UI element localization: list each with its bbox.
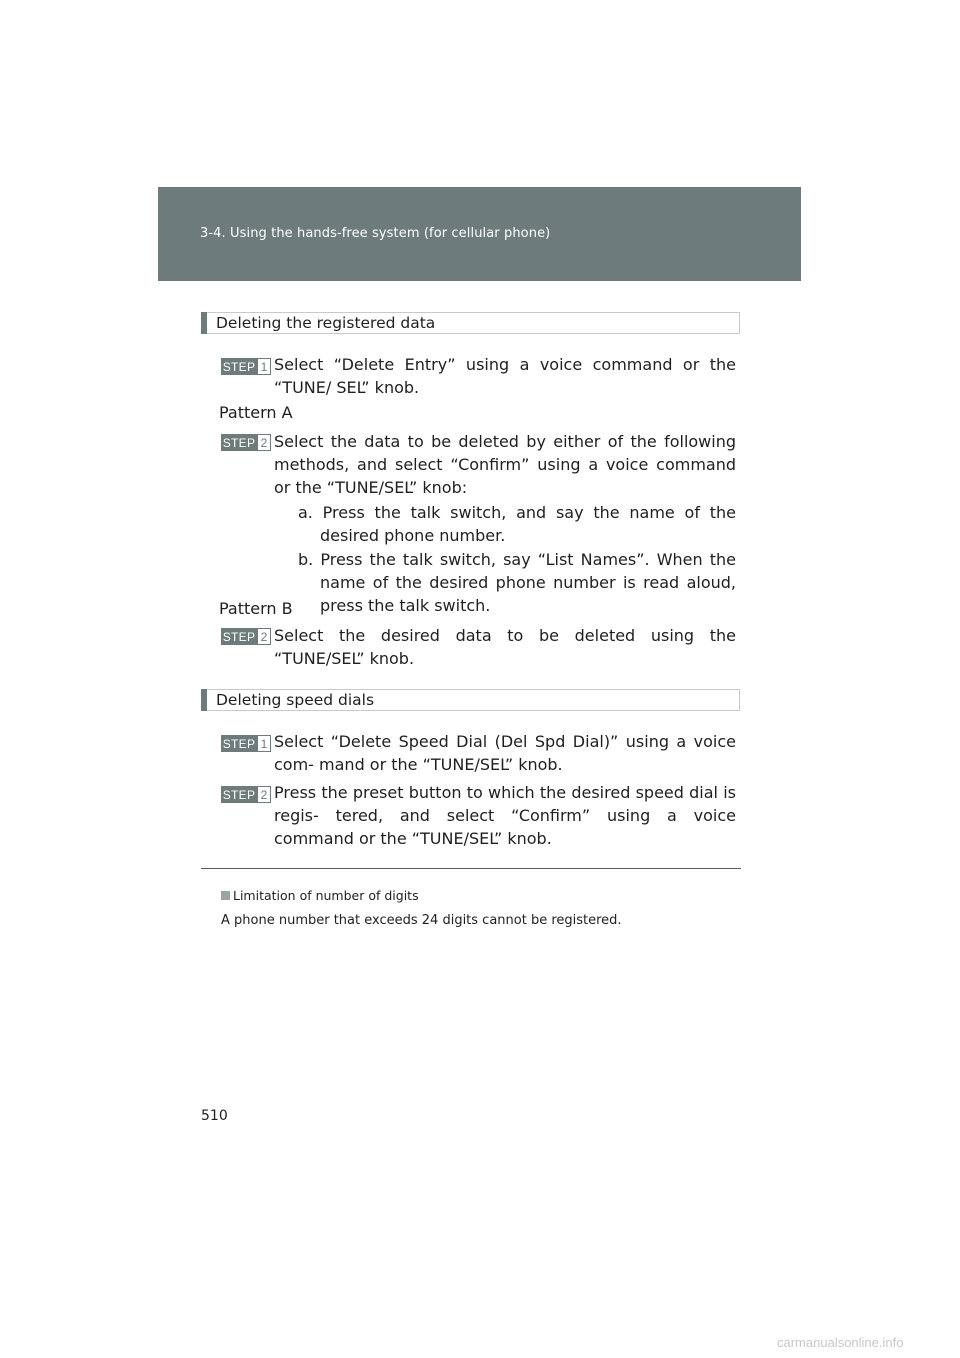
step-text: Select “Delete Entry” using a voice command or the “TUNE/ SEL” knob.	[274, 355, 736, 397]
divider	[201, 868, 741, 869]
chapter-title: 3-4. Using the hands-free system (for cellular phone)	[200, 226, 551, 241]
step-badge	[221, 735, 273, 752]
step-text: Press the preset button to which the desired speed dial is regis- tered, and select “Confirm” using a voice command or the “TUNE/SEL” knob.	[274, 783, 736, 848]
step-label: STEP	[222, 736, 256, 751]
step-label: STEP	[222, 435, 256, 450]
step-text: Select the desired data to be deleted using the “TUNE/SEL” knob.	[274, 626, 736, 668]
section-heading-deleting-speed-dials	[201, 689, 740, 711]
note-body: A phone number that exceeds 24 digits cannot be registered.	[221, 913, 622, 928]
section-title: Deleting speed dials	[216, 691, 375, 709]
watermark: carmanualsonline.info	[777, 1335, 904, 1350]
option-item: a. Press the talk switch, and say the name of the desired phone number.	[298, 503, 736, 545]
step-label: STEP	[222, 629, 256, 644]
step-number: 1	[257, 358, 271, 375]
step-badge	[221, 786, 273, 803]
pattern-label-b: Pattern B	[219, 599, 293, 618]
step-text: Select “Delete Speed Dial (Del Spd Dial)” using a voice com- mand or the “TUNE/SEL” knob.	[274, 732, 736, 774]
square-bullet-icon	[221, 891, 230, 900]
heading-accent-bar	[201, 689, 207, 711]
step-number: 2	[257, 434, 271, 451]
note-title-text: Limitation of number of digits	[233, 888, 419, 903]
section-title: Deleting the registered data	[216, 314, 436, 332]
step-badge	[221, 628, 273, 645]
step-badge	[221, 434, 273, 451]
step-number: 1	[257, 735, 271, 752]
step-text: Select the data to be deleted by either of the following methods, and select “Confirm” using a voice command or the “TUNE/SEL” knob:	[274, 432, 736, 497]
step-label: STEP	[222, 359, 256, 374]
section-heading-deleting-registered-data	[201, 312, 740, 334]
heading-accent-bar	[201, 312, 207, 334]
step-badge	[221, 358, 273, 375]
option-item: b. Press the talk switch, say “List Names”. When the name of the desired phone number is read aloud, press the talk switch.	[298, 550, 736, 615]
step-number: 2	[257, 786, 271, 803]
pattern-label-a: Pattern A	[219, 403, 293, 422]
chapter-header	[158, 187, 801, 281]
note-title	[221, 888, 419, 903]
step-label: STEP	[222, 787, 256, 802]
page-number: 510	[201, 1108, 228, 1124]
step-number: 2	[257, 628, 271, 645]
